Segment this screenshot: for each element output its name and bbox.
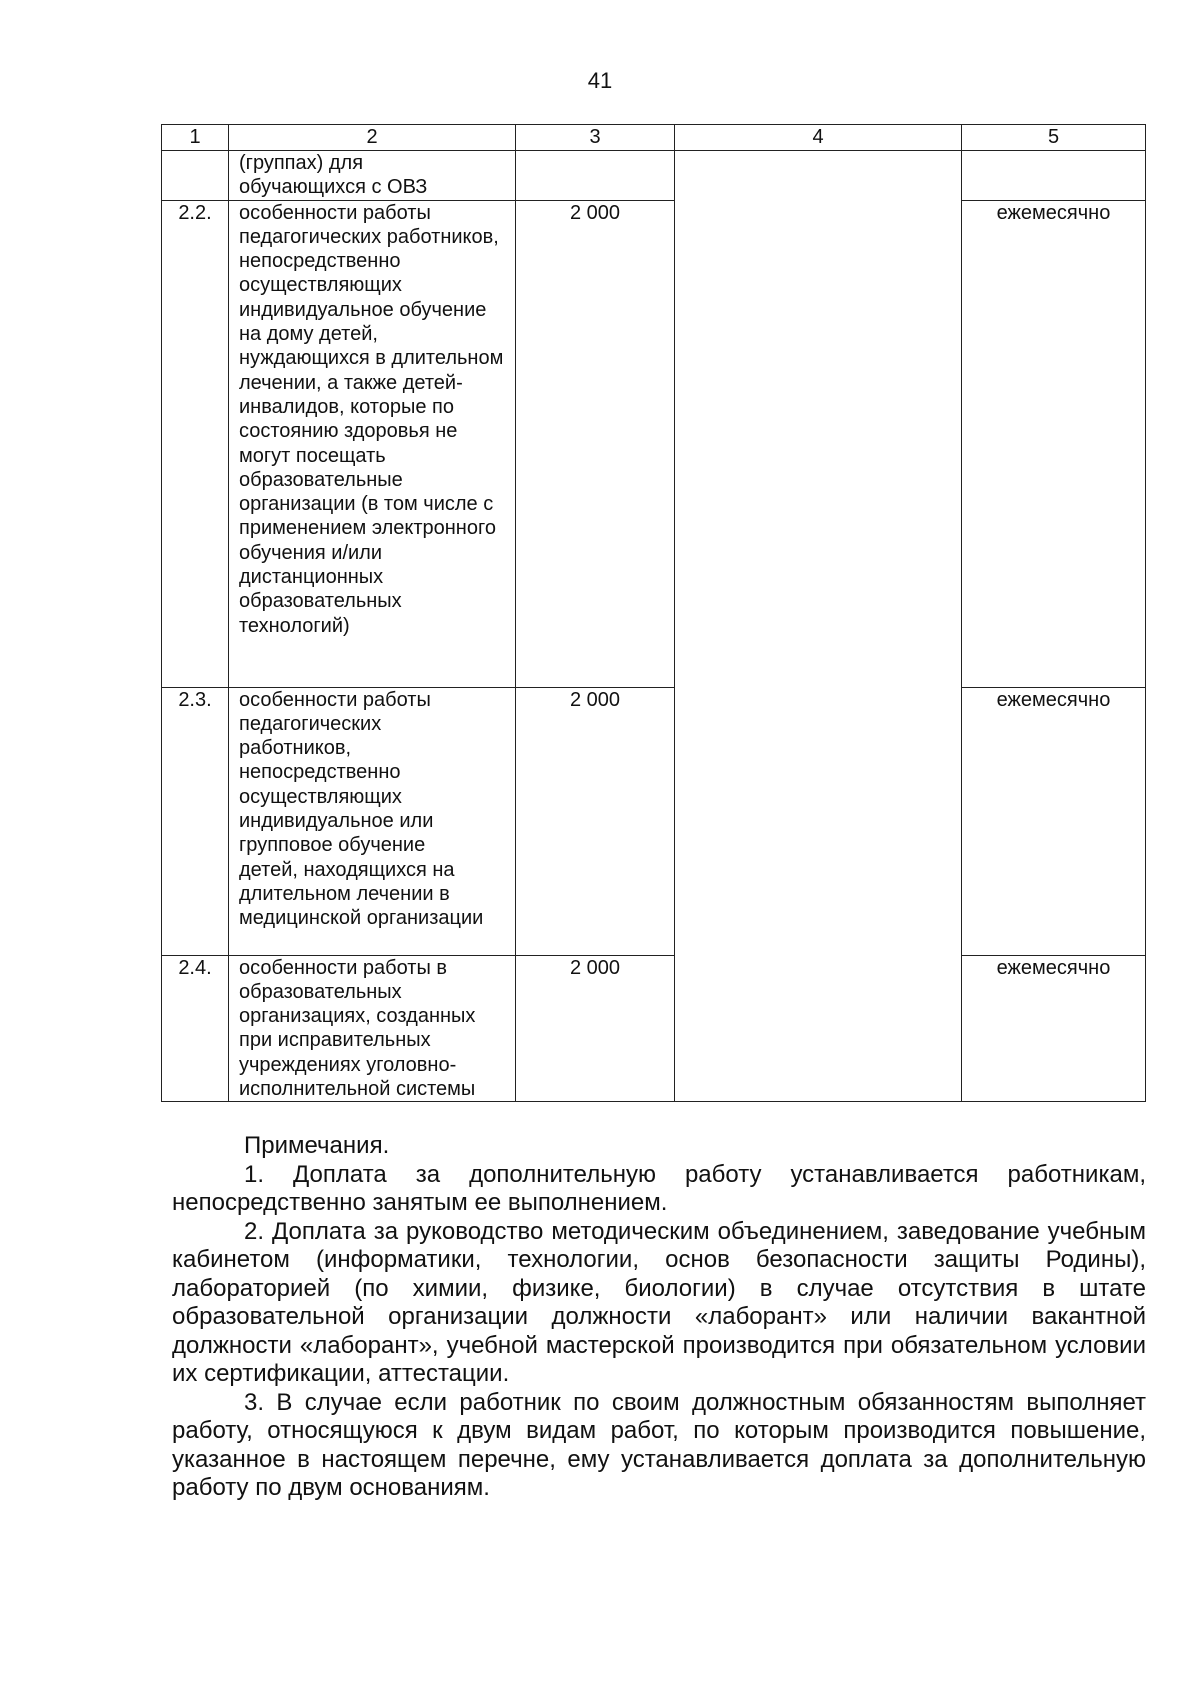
note-item: 1. Доплата за дополнительную работу устанавливается работникам, непосредственно занятым ее выполнением. — [172, 1160, 1146, 1216]
row-frequency-cell — [962, 151, 1146, 201]
row-number: 2.2. — [162, 200, 229, 687]
row-description-cell — [229, 955, 516, 1102]
row-frequency: ежемесячно — [962, 687, 1146, 955]
table-row — [162, 955, 1146, 1102]
row-description: особенности работы педагогических работников, непосредственно осуществляющих индивидуальное или групповое обучение детей, находящихся на длительном лечении в медицинской организации — [239, 688, 484, 930]
row-frequency: ежемесячно — [962, 955, 1146, 1102]
row-amount-cell — [516, 151, 675, 201]
note-item: 3. В случае если работник по своим должностным обязанностям выполняет работу, относящуюся к двум видам работ, по которым производится повышение, указанное в настоящем перечне, ему устанавливается доплата за дополнительную работу по двум основаниям. — [172, 1388, 1146, 1501]
table-row — [162, 151, 1146, 201]
row-description: (группах) для обучающихся с ОВЗ — [239, 152, 428, 199]
allowances-table — [161, 124, 1146, 1102]
row-amount: 2 000 — [516, 687, 675, 955]
column-header: 5 — [962, 125, 1146, 151]
table-row — [162, 200, 1146, 687]
notes-title: Примечания. — [244, 1132, 390, 1159]
row-description-cell — [229, 200, 516, 687]
page-number: 41 — [587, 68, 613, 93]
table-header-row — [162, 125, 1146, 151]
column-header: 3 — [516, 125, 675, 151]
merged-column-4-cell — [675, 151, 962, 1102]
row-description: особенности работы в образовательных организациях, созданных при исправительных учреждениях уголовно-исполнительной системы — [239, 956, 476, 1101]
note-item: 2. Доплата за руководство методическим объединением, заведование учебным кабинетом (информатики, технологии, основ безопасности защиты Родины), лабораторией (по химии, физике, биологии) в случае отсутствия в штате образовательной организации должности «лаборант» или наличии вакантной должности «лаборант», учебной мастерской производится при обязательном условии их сертификации, аттестации. — [172, 1217, 1146, 1387]
column-header: 4 — [675, 125, 962, 151]
row-number: 2.3. — [162, 687, 229, 955]
table-row — [162, 687, 1146, 955]
column-header: 1 — [162, 125, 229, 151]
row-frequency: ежемесячно — [962, 200, 1146, 687]
row-number: 2.4. — [162, 955, 229, 1102]
row-amount: 2 000 — [516, 955, 675, 1102]
notes-section — [172, 1132, 1146, 1503]
column-header: 2 — [229, 125, 516, 151]
row-description-cell — [229, 151, 516, 201]
row-amount: 2 000 — [516, 200, 675, 687]
row-description-cell — [229, 687, 516, 955]
row-number-cell — [162, 151, 229, 201]
row-description: особенности работы педагогических работников, непосредственно осуществляющих индивидуальное обучение на дому детей, нуждающихся в длительном лечении, а также детей-инвалидов, которые по состоянию здоровья не могут посещать образовательные организации (в том числе с применением электронного обучения и/или дистанционных образовательных технологий) — [239, 201, 504, 637]
